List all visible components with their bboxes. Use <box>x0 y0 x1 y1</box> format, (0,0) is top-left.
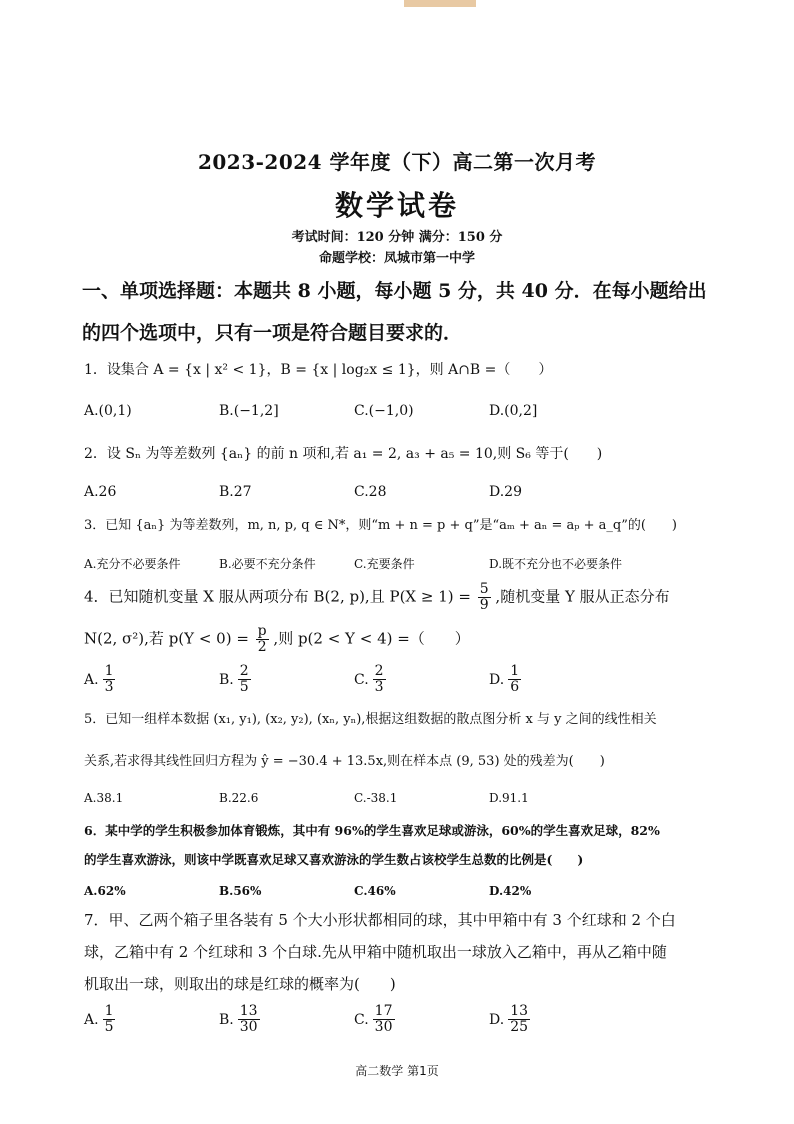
option-c <box>354 1004 489 1035</box>
option-d: D.91.1 <box>489 791 529 805</box>
question-5-line-1: 5．已知一组样本数据 (x₁, y₁), (x₂, y₂), (xₙ, yₙ),根据这组数据的散点图分析 x 与 y 之间的线性相关 <box>84 712 657 727</box>
question-4-text-end: ,则 p(2 < Y < 4) =（ ） <box>273 629 470 648</box>
option-letter: B. <box>219 671 234 688</box>
option-a: A.(0,1) <box>84 403 132 419</box>
option-letter: D. <box>489 671 505 688</box>
question-4-text-end: ,随机变量 Y 服从正态分布 <box>495 587 670 606</box>
exam-time-score: 考试时间：120 分钟 满分：150 分 <box>291 230 503 245</box>
option-c: C.-38.1 <box>354 791 398 805</box>
fraction <box>238 1004 260 1035</box>
option-b: B.56% <box>219 884 262 898</box>
fraction-numerator: 13 <box>239 1003 258 1019</box>
fraction-numerator: 1 <box>510 663 520 679</box>
fraction <box>103 664 116 695</box>
fraction-numerator: 5 <box>479 581 489 597</box>
question-4-line-2 <box>84 624 720 655</box>
option-b: B.(−1,2] <box>219 403 279 419</box>
option-a <box>84 1004 219 1035</box>
fraction-numerator: 1 <box>104 663 114 679</box>
option-a: A.26 <box>84 484 117 500</box>
option-d: D.既不充分也不必要条件 <box>489 557 623 571</box>
fraction <box>103 1004 116 1035</box>
question-6-line-2: 的学生喜欢游泳，则该中学既喜欢足球又喜欢游泳的学生数占该校学生总数的比例是( ) <box>84 852 584 867</box>
question-1-text: 1．设集合 A = {x | x² < 1}，B = {x | log₂x ≤ 1}，则 A∩B =（ ） <box>84 362 553 378</box>
question-6-options <box>84 884 724 898</box>
fraction-denominator: 5 <box>104 1019 114 1035</box>
page-footer: 高二数学 第1页 <box>355 1064 439 1078</box>
question-7-line-3: 机取出一球，则取出的球是红球的概率为( ) <box>84 975 396 993</box>
option-letter: C. <box>354 1011 369 1028</box>
question-7-line-1: 7．甲、乙两个箱子里各装有 5 个大小形状都相同的球，其中甲箱中有 3 个红球和 2 个白 <box>84 911 676 929</box>
fraction-numerator: 13 <box>510 1003 529 1019</box>
option-letter: C. <box>354 671 369 688</box>
option-d: D.(0,2] <box>489 403 538 419</box>
fraction <box>508 1004 530 1035</box>
option-c: C.46% <box>354 884 396 898</box>
fraction-numerator: 2 <box>239 663 249 679</box>
option-letter: D. <box>489 1011 505 1028</box>
fraction-numerator: p <box>257 623 267 639</box>
scan-edge-mark <box>404 0 476 7</box>
question-4-options <box>84 664 724 695</box>
question-3-text: 3．已知 {aₙ} 为等差数列，m, n, p, q ∈ N*，则“m + n = p + q”是“aₘ + aₙ = aₚ + a_q”的( ) <box>84 518 677 533</box>
option-c: C.充要条件 <box>354 557 415 571</box>
option-d <box>489 664 624 695</box>
fraction <box>508 664 521 695</box>
fraction-numerator: 1 <box>104 1003 114 1019</box>
fraction-denominator: 30 <box>374 1019 393 1035</box>
fraction-denominator: 3 <box>374 679 384 695</box>
fraction-denominator: 2 <box>257 639 267 655</box>
option-a: A.充分不必要条件 <box>84 557 181 571</box>
option-c <box>354 664 489 695</box>
option-b: B.必要不充分条件 <box>219 557 316 571</box>
fraction <box>256 624 269 655</box>
fraction-denominator: 9 <box>479 597 489 613</box>
fraction <box>478 582 491 613</box>
question-2-text: 2．设 Sₙ 为等差数列 {aₙ} 的前 n 项和,若 a₁ = 2, a₃ + a₅ = 10,则 S₆ 等于( ) <box>84 446 603 462</box>
question-4-text-start: 4．已知随机变量 X 服从两项分布 B(2, p),且 P(X ≥ 1) = <box>84 587 471 606</box>
option-b: B.22.6 <box>219 791 259 805</box>
option-letter: A. <box>84 671 99 688</box>
question-4-line-1 <box>84 582 720 613</box>
fraction-denominator: 25 <box>510 1019 529 1035</box>
fraction <box>238 664 251 695</box>
exam-title: 2023-2024 学年度（下）高二第一次月考 <box>197 150 597 174</box>
question-7-options <box>84 1004 724 1035</box>
fraction-denominator: 3 <box>104 679 114 695</box>
option-a: A.62% <box>84 884 126 898</box>
question-6-line-1: 6．某中学的学生积极参加体育锻炼，其中有 96%的学生喜欢足球或游泳，60%的学生喜欢足球，82% <box>84 823 660 838</box>
exam-school: 命题学校：凤城市第一中学 <box>318 251 475 266</box>
fraction <box>373 1004 395 1035</box>
fraction-denominator: 5 <box>239 679 249 695</box>
option-c: C.28 <box>354 484 387 500</box>
option-d <box>489 1004 624 1035</box>
fraction-numerator: 17 <box>374 1003 393 1019</box>
option-c: C.(−1,0) <box>354 403 414 419</box>
question-3-options <box>84 555 724 572</box>
section-heading: 一、单项选择题：本题共 8 小题，每小题 5 分，共 40 分．在每小题给出的四个选项中，只有一项是符合题目要求的． <box>82 280 707 344</box>
option-d: D.42% <box>489 884 532 898</box>
question-2-options <box>84 484 724 500</box>
option-b: B.27 <box>219 484 252 500</box>
fraction-numerator: 2 <box>374 663 384 679</box>
option-letter: B. <box>219 1011 234 1028</box>
option-b <box>219 664 354 695</box>
question-1-options <box>84 403 724 419</box>
fraction-denominator: 6 <box>510 679 520 695</box>
question-5-options <box>84 791 724 805</box>
exam-subtitle: 数学试卷 <box>334 189 459 222</box>
question-5-line-2: 关系,若求得其线性回归方程为 ŷ = −30.4 + 13.5x,则在样本点 (9, 53) 处的残差为( ) <box>84 754 605 769</box>
question-4-text-start: N(2, σ²),若 p(Y < 0) = <box>84 629 249 648</box>
option-a <box>84 664 219 695</box>
option-b <box>219 1004 354 1035</box>
option-a: A.38.1 <box>84 791 124 805</box>
question-7-line-2: 球，乙箱中有 2 个红球和 3 个白球.先从甲箱中随机取出一球放入乙箱中，再从乙箱中随 <box>84 943 667 961</box>
fraction <box>373 664 386 695</box>
option-letter: A. <box>84 1011 99 1028</box>
option-d: D.29 <box>489 484 522 500</box>
fraction-denominator: 30 <box>239 1019 258 1035</box>
